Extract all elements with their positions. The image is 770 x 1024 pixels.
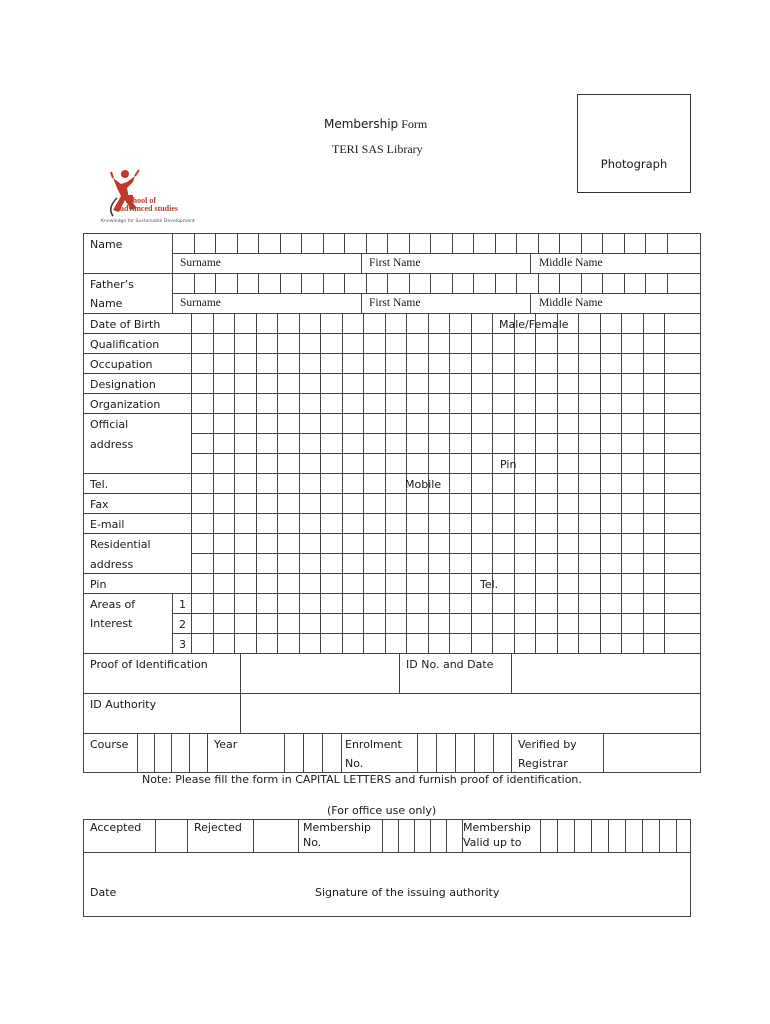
- label-name: Name: [90, 238, 123, 251]
- column-line: [676, 819, 677, 853]
- label-interest: Interest: [90, 617, 133, 630]
- row-line: [83, 493, 701, 494]
- column-line: [342, 313, 343, 654]
- instructions-note: Note: Please fill the form in CAPITAL LETTERS and furnish proof of identification.: [142, 773, 582, 786]
- row-line: [191, 553, 701, 554]
- label-id-authority: ID Authority: [90, 698, 157, 711]
- label-father-middle-name: Middle Name: [539, 297, 603, 309]
- column-line: [409, 273, 410, 294]
- row-line: [172, 633, 192, 634]
- label-areas: Areas of: [90, 598, 136, 611]
- column-line: [301, 233, 302, 254]
- column-line: [280, 233, 281, 254]
- column-line: [538, 233, 539, 254]
- column-line: [659, 819, 660, 853]
- column-line: [473, 233, 474, 254]
- column-line: [320, 313, 321, 654]
- label-official: Official: [90, 418, 129, 431]
- column-line: [155, 819, 156, 853]
- label-registrar: Registrar: [518, 757, 568, 770]
- label-enrolment-no: No.: [345, 757, 364, 770]
- photograph-label: Photograph: [600, 157, 668, 171]
- column-line: [430, 819, 431, 853]
- row-line: [172, 253, 701, 254]
- column-line: [430, 233, 431, 254]
- column-line: [511, 733, 512, 773]
- title-initial: M: [324, 117, 335, 131]
- row-line: [83, 313, 701, 314]
- column-line: [602, 273, 603, 294]
- column-line: [191, 313, 192, 654]
- column-line: [581, 273, 582, 294]
- row-line: [191, 633, 701, 634]
- column-line: [436, 733, 437, 773]
- column-line: [366, 273, 367, 294]
- column-line: [280, 273, 281, 294]
- column-line: [194, 233, 195, 254]
- column-line: [600, 313, 601, 654]
- column-line: [187, 819, 188, 853]
- column-line: [194, 273, 195, 294]
- column-line: [455, 733, 456, 773]
- label-father-surname: Surname: [180, 297, 221, 309]
- column-line: [83, 233, 84, 773]
- label-accepted: Accepted: [90, 821, 142, 834]
- area-number-2: 2: [179, 618, 186, 631]
- row-line: [191, 433, 701, 434]
- row-line: [191, 453, 701, 454]
- office-use-table: [83, 819, 691, 917]
- column-line: [299, 313, 300, 654]
- row-line: [83, 819, 691, 820]
- row-line: [172, 613, 192, 614]
- label-enrolment: Enrolment: [345, 738, 402, 751]
- column-line: [557, 819, 558, 853]
- row-line: [83, 533, 701, 534]
- column-line: [642, 819, 643, 853]
- column-line: [645, 273, 646, 294]
- column-line: [215, 233, 216, 254]
- label-membership-no: Membership: [303, 821, 371, 834]
- column-line: [234, 313, 235, 654]
- column-line: [382, 819, 383, 853]
- area-number-1: 1: [179, 598, 186, 611]
- label-tel: Tel.: [90, 478, 109, 491]
- column-line: [83, 819, 84, 917]
- title-word: embership: [334, 117, 399, 131]
- row-line: [83, 393, 701, 394]
- column-line: [237, 233, 238, 254]
- office-use-heading: (For office use only): [327, 804, 437, 817]
- column-line: [608, 819, 609, 853]
- row-line: [83, 233, 701, 234]
- column-line: [341, 733, 342, 773]
- column-line: [471, 313, 472, 654]
- label-fathers-name: Name: [90, 297, 123, 310]
- row-line: [83, 916, 691, 917]
- row-line: [83, 413, 701, 414]
- column-line: [516, 273, 517, 294]
- row-line: [83, 273, 701, 274]
- column-line: [474, 733, 475, 773]
- label-residential-address: address: [90, 558, 134, 571]
- label-mobile: Mobile: [405, 478, 442, 491]
- column-line: [540, 819, 541, 853]
- column-line: [361, 293, 362, 314]
- row-line: [83, 513, 701, 514]
- label-tel-residential: Tel.: [480, 578, 499, 591]
- column-line: [514, 313, 515, 654]
- column-line: [189, 733, 190, 773]
- column-line: [301, 273, 302, 294]
- column-line: [258, 233, 259, 254]
- column-line: [323, 273, 324, 294]
- label-dob: Date of Birth: [90, 318, 161, 331]
- column-line: [700, 233, 701, 773]
- column-line: [664, 313, 665, 654]
- label-date: Date: [90, 886, 117, 899]
- row-line: [83, 373, 701, 374]
- label-designation: Designation: [90, 378, 156, 391]
- column-line: [511, 653, 512, 694]
- label-verified: Verified by: [518, 738, 577, 751]
- label-middle-name: Middle Name: [539, 257, 603, 269]
- row-line: [172, 293, 701, 294]
- column-line: [258, 273, 259, 294]
- logo-line2: advanced studies: [120, 204, 179, 213]
- column-line: [398, 819, 399, 853]
- label-qualification: Qualification: [90, 338, 160, 351]
- column-line: [322, 733, 323, 773]
- row-line: [83, 593, 701, 594]
- column-line: [361, 253, 362, 274]
- label-membership-no-2: No.: [303, 836, 322, 849]
- column-line: [645, 233, 646, 254]
- row-line: [83, 353, 701, 354]
- column-line: [557, 313, 558, 654]
- label-proof: Proof of Identification: [90, 658, 208, 671]
- column-line: [603, 733, 604, 773]
- logo-tagline: Knowledge for Sustainable Development: [101, 219, 195, 224]
- row-line: [191, 613, 701, 614]
- column-line: [493, 733, 494, 773]
- column-line: [366, 233, 367, 254]
- column-line: [387, 273, 388, 294]
- column-line: [213, 313, 214, 654]
- column-line: [621, 313, 622, 654]
- label-membership-valid: Membership: [463, 821, 531, 834]
- column-line: [516, 233, 517, 254]
- column-line: [399, 653, 400, 694]
- row-line: [83, 333, 701, 334]
- label-email: E-mail: [90, 518, 125, 531]
- column-line: [690, 819, 691, 917]
- column-line: [207, 733, 208, 773]
- label-fax: Fax: [90, 498, 109, 511]
- column-line: [277, 313, 278, 654]
- column-line: [323, 233, 324, 254]
- area-number-3: 3: [179, 638, 186, 651]
- label-occupation: Occupation: [90, 358, 153, 371]
- column-line: [171, 733, 172, 773]
- column-line: [492, 313, 493, 654]
- column-line: [172, 233, 173, 274]
- row-line: [83, 852, 691, 853]
- logo-text: [120, 196, 179, 213]
- column-line: [495, 273, 496, 294]
- column-line: [414, 819, 415, 853]
- label-pin-official: Pin: [500, 458, 517, 471]
- column-line: [409, 233, 410, 254]
- label-first-name: First Name: [369, 257, 421, 269]
- column-line: [303, 733, 304, 773]
- label-rejected: Rejected: [194, 821, 242, 834]
- column-line: [667, 233, 668, 254]
- row-line: [83, 693, 701, 694]
- column-line: [452, 233, 453, 254]
- label-residential: Residential: [90, 538, 151, 551]
- library-name: TERI SAS Library: [332, 142, 423, 156]
- column-line: [154, 733, 155, 773]
- column-line: [578, 313, 579, 654]
- column-line: [667, 273, 668, 294]
- row-line: [83, 473, 701, 474]
- column-line: [344, 233, 345, 254]
- label-organization: Organization: [90, 398, 161, 411]
- label-valid-up-to: Valid up to: [463, 836, 522, 849]
- label-father-first-name: First Name: [369, 297, 421, 309]
- label-year: Year: [214, 738, 238, 751]
- column-line: [387, 233, 388, 254]
- column-line: [452, 273, 453, 294]
- column-line: [284, 733, 285, 773]
- column-line: [624, 233, 625, 254]
- logo: [97, 168, 195, 230]
- column-line: [417, 733, 418, 773]
- photograph-box[interactable]: [577, 94, 691, 193]
- title-form: Form: [401, 117, 428, 131]
- column-line: [559, 273, 560, 294]
- column-line: [385, 313, 386, 654]
- column-line: [574, 819, 575, 853]
- column-line: [581, 233, 582, 254]
- column-line: [446, 819, 447, 853]
- logo-line1: school of: [126, 196, 156, 205]
- column-line: [430, 273, 431, 294]
- column-line: [237, 273, 238, 294]
- column-line: [643, 313, 644, 654]
- row-line: [83, 653, 701, 654]
- column-line: [538, 273, 539, 294]
- column-line: [535, 313, 536, 654]
- row-line: [83, 733, 701, 734]
- column-line: [624, 273, 625, 294]
- row-line: [83, 573, 701, 574]
- column-line: [298, 819, 299, 853]
- label-pin: Pin: [90, 578, 107, 591]
- membership-form-table: [83, 233, 701, 773]
- column-line: [559, 233, 560, 254]
- column-line: [602, 233, 603, 254]
- column-line: [256, 313, 257, 654]
- column-line: [215, 273, 216, 294]
- label-fathers: Father’s: [90, 278, 134, 291]
- column-line: [172, 593, 173, 654]
- column-line: [591, 819, 592, 853]
- column-line: [344, 273, 345, 294]
- column-line: [495, 233, 496, 254]
- column-line: [137, 733, 138, 773]
- column-line: [530, 253, 531, 274]
- label-course: Course: [90, 738, 129, 751]
- form-title: [324, 117, 427, 132]
- label-signature: Signature of the issuing authority: [315, 886, 500, 899]
- label-surname: Surname: [180, 257, 221, 269]
- label-id-no-date: ID No. and Date: [406, 658, 494, 671]
- column-line: [253, 819, 254, 853]
- column-line: [449, 313, 450, 654]
- label-official-address: address: [90, 438, 134, 451]
- column-line: [473, 273, 474, 294]
- column-line: [172, 273, 173, 314]
- column-line: [363, 313, 364, 654]
- label-gender: Male/Female: [499, 318, 569, 331]
- column-line: [530, 293, 531, 314]
- column-line: [240, 653, 241, 734]
- column-line: [625, 819, 626, 853]
